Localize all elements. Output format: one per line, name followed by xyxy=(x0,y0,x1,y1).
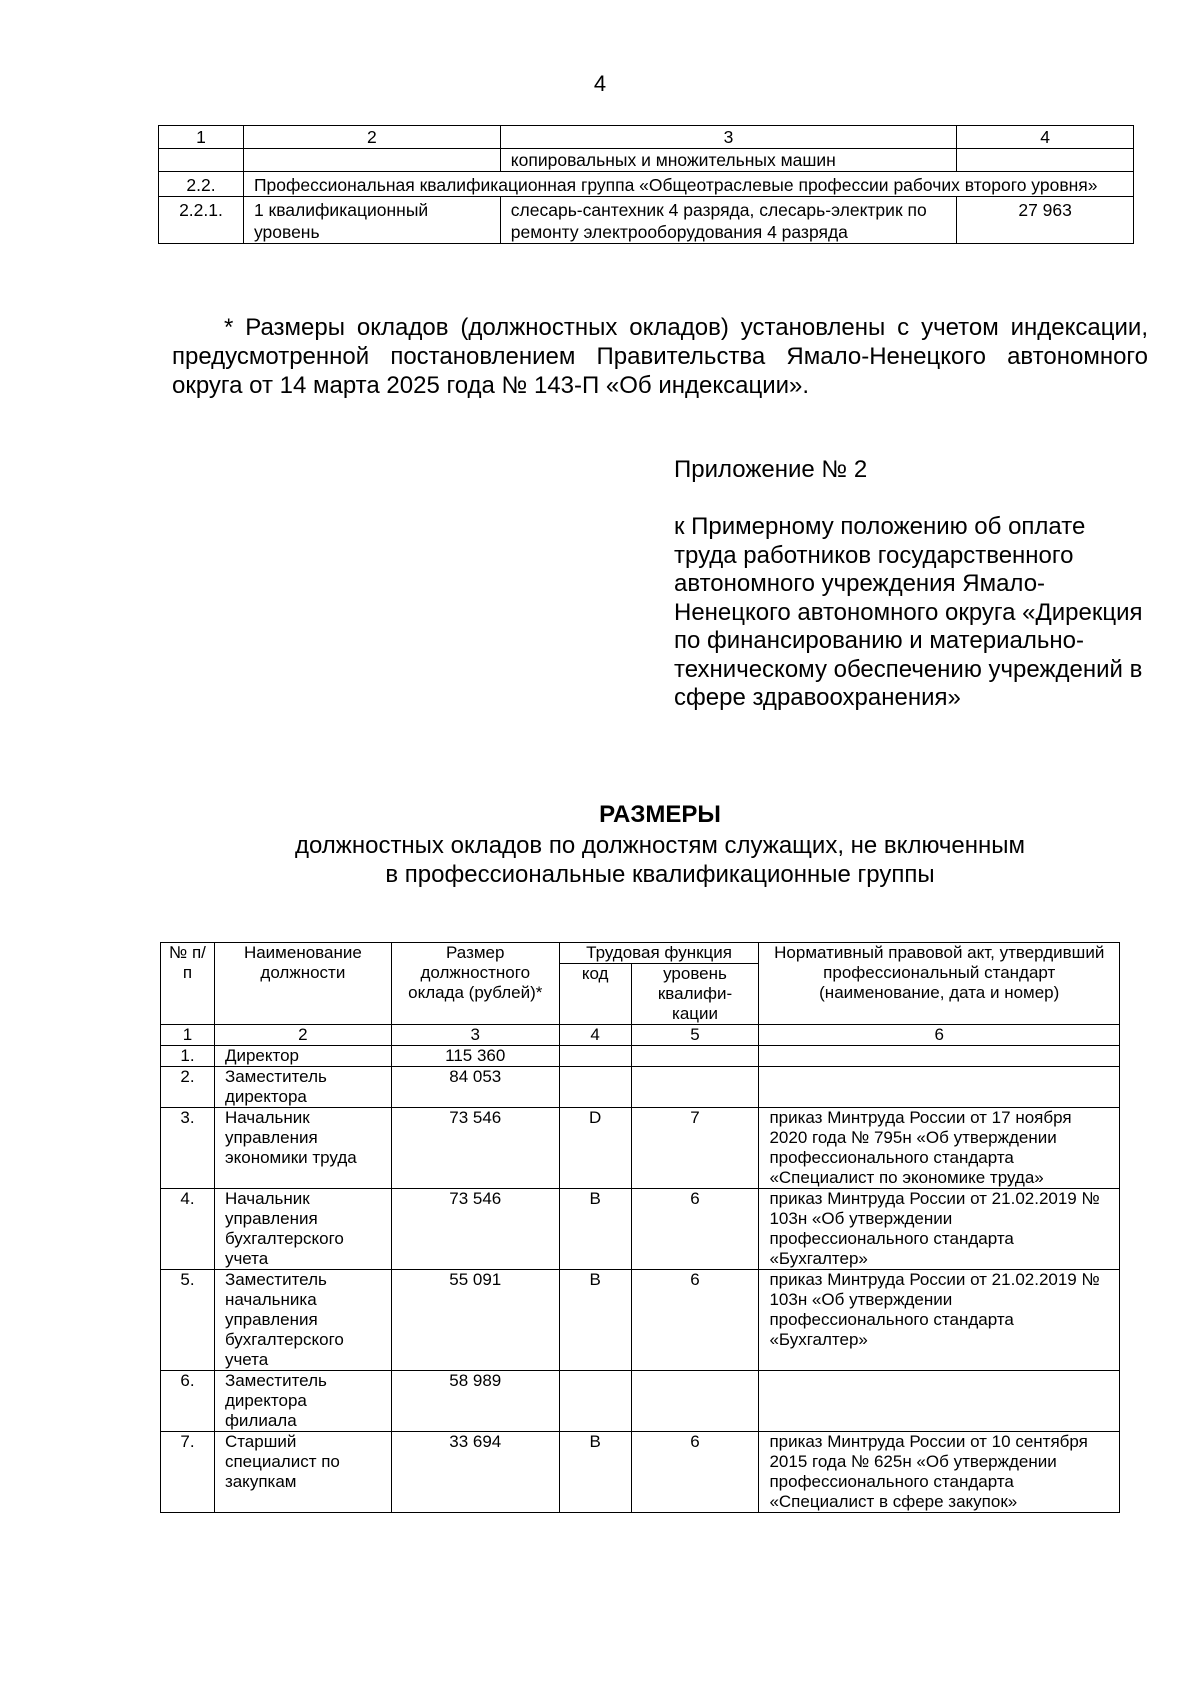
positions: слесарь-сантехник 4 разряда, слесарь-электрик по ремонту электрооборудования 4 разряда xyxy=(500,197,956,244)
table-cell: копировальных и множительных машин xyxy=(500,149,956,172)
header-qualification-level: уровень квалифи-кации xyxy=(631,964,759,1025)
normative-act xyxy=(759,1046,1120,1067)
position-name: Начальник управления бухгалтерского учета xyxy=(214,1189,391,1270)
column-number: 1 xyxy=(161,1025,215,1046)
appendix-title: Приложение № 2 xyxy=(674,456,868,483)
table-cell xyxy=(957,149,1134,172)
table-row xyxy=(161,1108,1120,1189)
row-number: 5. xyxy=(161,1270,215,1371)
qualification-level xyxy=(631,1046,759,1067)
qualification-level: 1 квалификационный уровень xyxy=(243,197,500,244)
header-code: код xyxy=(559,964,631,1025)
footnote-text: * Размеры окладов (должностных окладов) установлены с учетом индексации, предусмотренной постановлением Правительства Ямало-Ненецкого автономного округа от 14 марта 2025 года № 143-П «Об индексации». xyxy=(172,314,1148,399)
salary-table xyxy=(160,942,1120,1513)
header-salary: Размер должностного оклада (рублей)* xyxy=(391,943,559,1025)
group-number: 2.2. xyxy=(159,172,244,197)
normative-act xyxy=(759,1067,1120,1108)
table-header-row xyxy=(161,943,1120,964)
position-name: Заместитель начальника управления бухгалтерского учета xyxy=(214,1270,391,1371)
column-number: 6 xyxy=(759,1025,1120,1046)
header-labor-function: Трудовая функция xyxy=(559,943,759,964)
position-name: Директор xyxy=(214,1046,391,1067)
position-name: Заместитель директора филиала xyxy=(214,1371,391,1432)
table-row xyxy=(161,1189,1120,1270)
header-position: Наименование должности xyxy=(214,943,391,1025)
column-number: 5 xyxy=(631,1025,759,1046)
function-code: B xyxy=(559,1189,631,1270)
normative-act xyxy=(759,1371,1120,1432)
subtitle-line: должностных окладов по должностям служащих, не включенным xyxy=(294,832,1026,859)
salary: 73 546 xyxy=(391,1189,559,1270)
normative-act: приказ Минтруда России от 10 сентября 2015 года № 625н «Об утверждении профессионального стандарта «Специалист в сфере закупок» xyxy=(759,1432,1120,1513)
function-code: B xyxy=(559,1270,631,1371)
appendix-text: к Примерному положению об оплате труда работников государственного автономного учреждения Ямало-Ненецкого автономного округа «Дирекция по финансированию и материально-техническому обеспечению учреждений в сфере здравоохранения» xyxy=(674,513,1143,711)
salary: 27 963 xyxy=(957,197,1134,244)
table-row xyxy=(161,1067,1120,1108)
table-row xyxy=(161,1371,1120,1432)
column-number: 2 xyxy=(243,126,500,149)
salary: 58 989 xyxy=(391,1371,559,1432)
row-number: 2.2.1. xyxy=(159,197,244,244)
subtitle-line: в профессиональные квалификационные группы xyxy=(385,861,935,888)
salary: 115 360 xyxy=(391,1046,559,1067)
qualification-level: 7 xyxy=(631,1108,759,1189)
table-header-row xyxy=(159,126,1134,149)
salary: 33 694 xyxy=(391,1432,559,1513)
column-number: 4 xyxy=(957,126,1134,149)
column-number: 2 xyxy=(214,1025,391,1046)
normative-act: приказ Минтруда России от 17 ноября 2020 года № 795н «Об утверждении профессионального стандарта «Специалист по экономике труда» xyxy=(759,1108,1120,1189)
function-code xyxy=(559,1371,631,1432)
row-number: 2. xyxy=(161,1067,215,1108)
table-row xyxy=(159,197,1134,244)
table-row xyxy=(161,1432,1120,1513)
document-subtitle xyxy=(0,831,1200,889)
header-normative-act: Нормативный правовой акт, утвердивший профессиональный стандарт (наименование, дата и номер) xyxy=(759,943,1120,1025)
column-number: 3 xyxy=(391,1025,559,1046)
qualification-level xyxy=(631,1067,759,1108)
table-row xyxy=(161,1046,1120,1067)
row-number: 4. xyxy=(161,1189,215,1270)
salary: 55 091 xyxy=(391,1270,559,1371)
salary: 73 546 xyxy=(391,1108,559,1189)
normative-act: приказ Минтруда России от 21.02.2019 № 103н «Об утверждении профессионального стандарта «Бухгалтер» xyxy=(759,1189,1120,1270)
column-number: 4 xyxy=(559,1025,631,1046)
column-number: 3 xyxy=(500,126,956,149)
top-table xyxy=(158,125,1134,244)
function-code: D xyxy=(559,1108,631,1189)
table-row xyxy=(159,172,1134,197)
position-name: Начальник управления экономики труда xyxy=(214,1108,391,1189)
position-name: Старший специалист по закупкам xyxy=(214,1432,391,1513)
function-code xyxy=(559,1046,631,1067)
position-name: Заместитель директора xyxy=(214,1067,391,1108)
column-numbers-row xyxy=(161,1025,1120,1046)
qualification-level xyxy=(631,1371,759,1432)
table-cell xyxy=(159,149,244,172)
normative-act: приказ Минтруда России от 21.02.2019 № 103н «Об утверждении профессионального стандарта «Бухгалтер» xyxy=(759,1270,1120,1371)
function-code: B xyxy=(559,1432,631,1513)
document-title: РАЗМЕРЫ xyxy=(599,801,721,828)
column-number: 1 xyxy=(159,126,244,149)
group-title: Профессиональная квалификационная группа «Общеотраслевые профессии рабочих второго уровня» xyxy=(243,172,1133,197)
row-number: 7. xyxy=(161,1432,215,1513)
table-row xyxy=(159,149,1134,172)
page-number: 4 xyxy=(593,71,607,96)
qualification-level: 6 xyxy=(631,1270,759,1371)
row-number: 1. xyxy=(161,1046,215,1067)
row-number: 6. xyxy=(161,1371,215,1432)
header-num: № п/п xyxy=(161,943,215,1025)
qualification-level: 6 xyxy=(631,1432,759,1513)
qualification-level: 6 xyxy=(631,1189,759,1270)
salary: 84 053 xyxy=(391,1067,559,1108)
function-code xyxy=(559,1067,631,1108)
row-number: 3. xyxy=(161,1108,215,1189)
table-row xyxy=(161,1270,1120,1371)
table-cell xyxy=(243,149,500,172)
footnote xyxy=(172,313,1148,400)
